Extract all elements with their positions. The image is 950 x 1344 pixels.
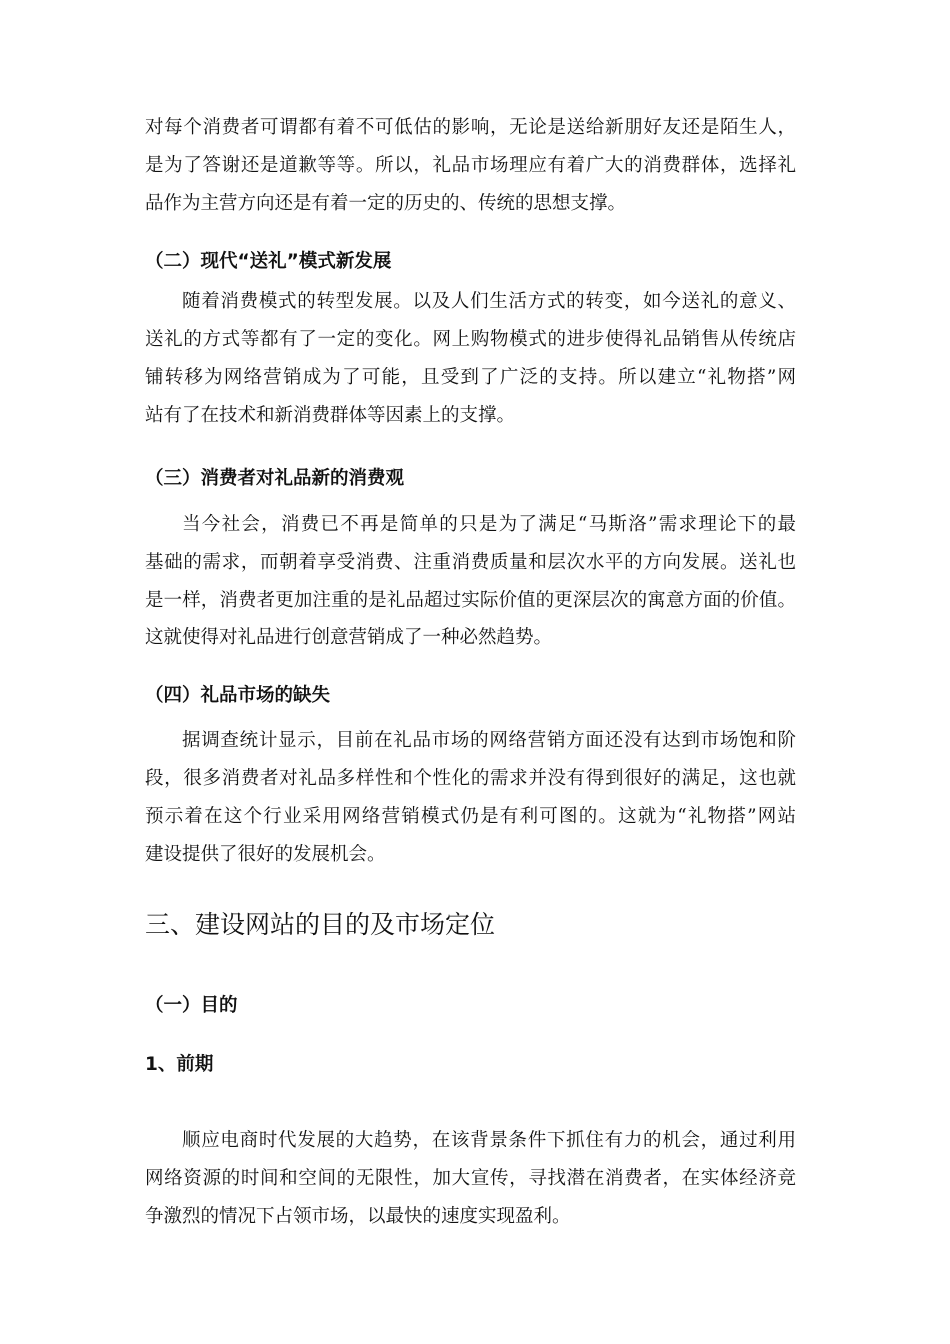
paragraph-line: 当今社会，消费已不再是简单的只是为了满足“马斯洛”需求理论下的最 (182, 514, 796, 535)
subsection-heading: （一）目的 (145, 995, 238, 1016)
paragraph-line: 预示着在这个行业采用网络营销模式仍是有利可图的。这就为“礼物搭”网站 (145, 806, 796, 827)
subsubsection-heading: 1、前期 (145, 1054, 214, 1075)
paragraph-line: 建设提供了很好的发展机会。 (145, 844, 386, 865)
paragraph-line: 网络资源的时间和空间的无限性，加大宣传，寻找潜在消费者，在实体经济竞 (145, 1168, 796, 1189)
paragraph-line: 铺转移为网络营销成为了可能，且受到了广泛的支持。所以建立“礼物搭”网 (145, 367, 796, 388)
paragraph-line: 随着消费模式的转型发展。以及人们生活方式的转变，如今送礼的意义、 (182, 291, 796, 312)
paragraph-line: 是为了答谢还是道歉等等。所以，礼品市场理应有着广大的消费群体，选择礼 (145, 155, 796, 176)
paragraph-line: 据调查统计显示，目前在礼品市场的网络营销方面还没有达到市场饱和阶 (182, 730, 796, 751)
paragraph-line: 站有了在技术和新消费群体等因素上的支撑。 (145, 405, 516, 426)
paragraph-line: 顺应电商时代发展的大趋势，在该背景条件下抓住有力的机会，通过利用 (182, 1130, 796, 1151)
paragraph-line: 是一样，消费者更加注重的是礼品超过实际价值的更深层次的寓意方面的价值。 (145, 590, 796, 611)
section-heading: （三）消费者对礼品新的消费观 (145, 468, 405, 489)
section-heading: （四）礼品市场的缺失 (145, 685, 331, 706)
paragraph-line: 段，很多消费者对礼品多样性和个性化的需求并没有得到很好的满足，这也就 (145, 768, 796, 789)
paragraph-line: 基础的需求，而朝着享受消费、注重消费质量和层次水平的方向发展。送礼也 (145, 552, 796, 573)
chapter-heading: 三、建设网站的目的及市场定位 (145, 910, 496, 939)
paragraph-line: 送礼的方式等都有了一定的变化。网上购物模式的进步使得礼品销售从传统店 (145, 329, 796, 350)
paragraph-line: 争激烈的情况下占领市场，以最快的速度实现盈利。 (145, 1206, 571, 1227)
paragraph-line: 这就使得对礼品进行创意营销成了一种必然趋势。 (145, 627, 553, 648)
paragraph-line: 对每个消费者可谓都有着不可低估的影响，无论是送给新朋好友还是陌生人， (145, 117, 796, 138)
paragraph-line: 品作为主营方向还是有着一定的历史的、传统的思想支撑。 (145, 193, 627, 214)
section-heading: （二）现代“送礼”模式新发展 (145, 251, 392, 272)
